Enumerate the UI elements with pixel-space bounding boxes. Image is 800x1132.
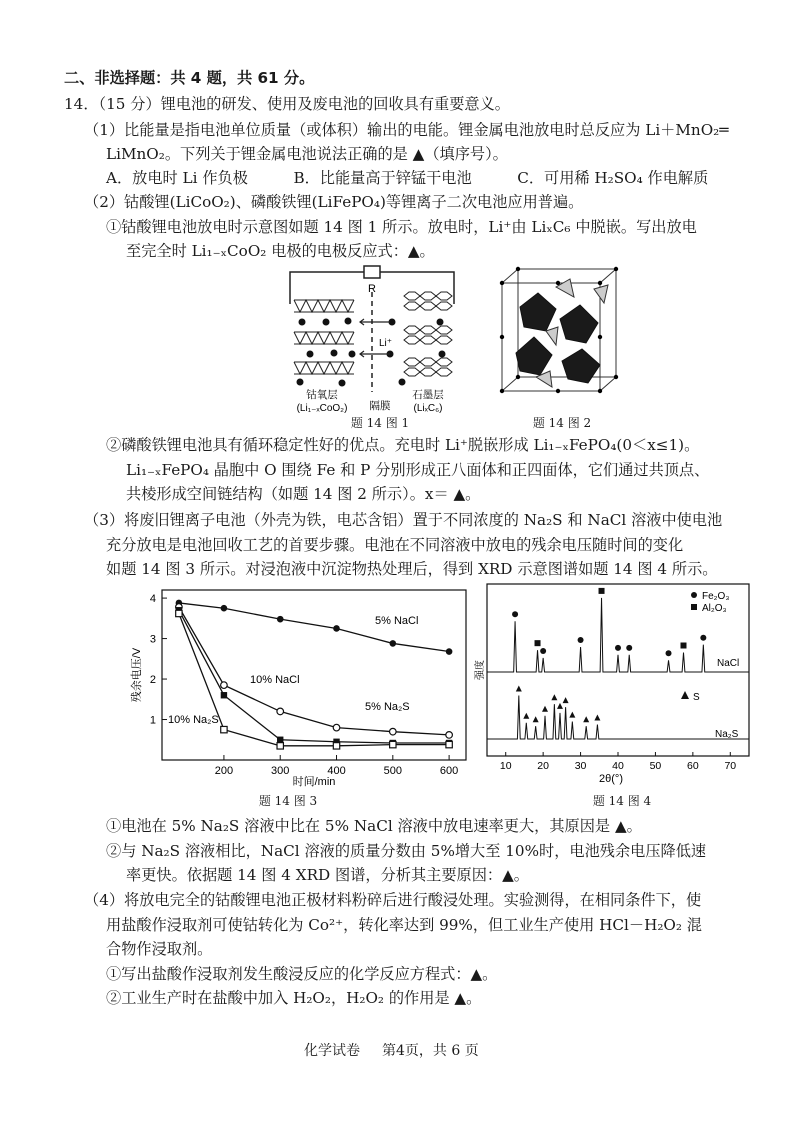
q4-line-2: 用盐酸作浸取剂可使钴转化为 Co²⁺，转化率达到 99%，但工业生产使用 HCl－H₂O₂ 混 [106, 916, 702, 934]
q4-2: ②工业生产时在盐酸中加入 H₂O₂，H₂O₂ 的作用是 ▲。 [106, 989, 482, 1007]
fig3-point [277, 616, 284, 623]
figure-1-caption: 题 14 图 1 [350, 416, 410, 430]
fig3-point [277, 743, 283, 749]
fig4-peak-marker-fe2o3 [666, 650, 672, 656]
q4-line-1: （4）将放电完全的钴酸锂电池正极材料粉碎后进行酸浸处理。实验测得，在相同条件下，使 [84, 891, 702, 909]
fig3-legend-5-na2s: 5% Na₂S [365, 701, 410, 713]
fig3-legend-5-nacl: 5% NaCl [375, 615, 419, 627]
fig4-peak-marker-s [533, 716, 539, 722]
li-ion-label: Li⁺ [379, 338, 393, 349]
q1-line-1: （1）比能量是指电池单位质量（或体积）输出的电能。锂金属电池放电时总反应为 Li＋MnO₂═ [84, 121, 729, 139]
figure-2-crystal-structure [500, 265, 620, 395]
fig3-point [333, 724, 340, 731]
fig4-peak-marker-s [551, 694, 557, 700]
fig4-peak-marker-s [516, 686, 522, 692]
fig3-point [333, 625, 340, 632]
fig4-x-tick-label: 20 [537, 760, 549, 772]
fig4-x-tick-label: 10 [499, 760, 512, 772]
fig3-point [221, 692, 227, 698]
fig4-peak-marker-al2o3 [599, 588, 605, 594]
fig3-point [221, 605, 228, 612]
fig3-x-tick-label: 600 [439, 765, 459, 777]
separator-label: 隔膜 [369, 400, 391, 412]
fig4-peak-marker-s [523, 713, 529, 719]
fig4-trace-label-nacl: NaCl [717, 658, 740, 669]
figure-4-xrd-chart [475, 582, 753, 787]
fig4-legend-fe2o3-marker [691, 592, 697, 598]
figure-4-caption: 题 14 图 4 [592, 794, 652, 808]
fig3-x-tick-label: 200 [214, 765, 234, 777]
anode-layer-name: 石墨层 [412, 389, 444, 401]
fig4-x-axis-label: 2θ(°) [599, 773, 623, 785]
fig4-legend-s-marker [681, 691, 689, 699]
fig4-legend-al2o3: Al₂O₃ [702, 603, 727, 614]
fig4-x-tick-label: 60 [687, 760, 699, 772]
figure-3-caption: 题 14 图 3 [258, 794, 318, 808]
fig3-point [390, 741, 396, 747]
fig3-series-line-3 [179, 613, 449, 745]
fig3-point [333, 743, 339, 749]
fig4-peak-marker-al2o3 [681, 643, 687, 649]
fig3-y-tick-label: 2 [149, 674, 156, 687]
resistor-label: R [368, 283, 376, 295]
fig3-point [221, 726, 227, 732]
q3-1: ①电池在 5% Na₂S 溶液中比在 5% NaCl 溶液中放电速率更大，其原因是 ▲。 [106, 817, 642, 835]
q2-2-line-1: ②磷酸铁锂电池具有循环稳定性好的优点。充电时 Li⁺脱嵌形成 Li₁₋ₓFePO₄(0＜x≤1)。 [106, 436, 700, 454]
fig3-point [176, 610, 182, 616]
q3-line-3: 如题 14 图 3 所示。对浸泡液中沉淀物热处理后，得到 XRD 示意图谱如题 14 图 4 所示。 [106, 560, 718, 578]
fig3-point [390, 728, 397, 735]
fig3-point [446, 732, 453, 739]
figure-2-caption: 题 14 图 2 [532, 416, 592, 430]
fig4-x-tick-label: 50 [649, 760, 662, 772]
fig4-y-axis-label: 强度 [475, 660, 486, 680]
q1-options: A．放电时 Li 作负极 B．比能量高于锌锰干电池 C．可用稀 H₂SO₄ 作电解质 [106, 169, 709, 187]
fig3-x-tick-label: 400 [327, 765, 346, 777]
fig4-peak-marker-s [563, 697, 569, 703]
fig3-legend-10-na2s: 10% Na₂S [168, 714, 219, 726]
fig4-peak-marker-al2o3 [535, 640, 541, 646]
fig4-peak-marker-fe2o3 [578, 637, 584, 643]
fig4-x-tick-label: 70 [724, 760, 737, 772]
fig4-peak-marker-fe2o3 [540, 648, 546, 654]
fig4-trace-label-na2s: Na₂S [715, 729, 739, 740]
fig3-x-tick-label: 300 [271, 765, 290, 777]
cathode-layer-formula: (Li₁₋ₓCoO₂) [296, 403, 348, 414]
fig4-peak-marker-s [583, 716, 589, 722]
q4-line-3: 合物作浸取剂。 [106, 940, 213, 958]
question-14-stem: 14．（15 分）锂电池的研发、使用及废电池的回收具有重要意义。 [64, 95, 510, 113]
fig3-point [390, 640, 397, 647]
fig3-x-tick-label: 500 [383, 765, 402, 777]
fig4-legend-s: S [693, 692, 700, 703]
fig4-peak-marker-fe2o3 [626, 645, 632, 651]
fig4-x-tick-label: 30 [574, 760, 587, 772]
fig4-peak-marker-s [557, 703, 563, 709]
fig3-y-tick-label: 1 [149, 714, 156, 727]
q1-line-2: LiMnO₂。下列关于锂金属电池说法正确的是 ▲（填序号）。 [106, 145, 508, 163]
fig4-peak-marker-s [594, 715, 600, 721]
fig4-peak-marker-fe2o3 [700, 635, 706, 641]
q4-1: ①写出盐酸作浸取剂发生酸浸反应的化学反应方程式：▲。 [106, 965, 498, 983]
fig4-legend-fe2o3: Fe₂O₃ [702, 591, 730, 602]
fig3-y-tick-label: 3 [149, 633, 156, 646]
footer-subject: 化学试卷 [304, 1043, 360, 1059]
fig4-x-tick-label: 40 [612, 760, 624, 772]
figure-1-battery-diagram [282, 262, 482, 414]
fig4-peak-marker-s [542, 706, 548, 712]
footer-page-number: 第4页，共 6 页 [382, 1043, 479, 1059]
fig3-legend-10-nacl: 10% NaCl [250, 674, 300, 686]
fig3-series-line-0 [179, 603, 449, 652]
q3-line-2: 充分放电是电池回收工艺的首要步骤。电池在不同溶液中放电的残余电压随时间的变化 [106, 536, 684, 554]
fig4-peak-marker-fe2o3 [512, 611, 518, 617]
q2-intro: （2）钴酸锂(LiCoO₂)、磷酸铁锂(LiFePO₄)等锂离子二次电池应用普遍。 [84, 193, 584, 211]
anode-layer-formula: (LiₓC₆) [413, 403, 443, 414]
fig3-point [446, 741, 452, 747]
section-title: 二、非选择题：共 4 题，共 61 分。 [64, 69, 315, 87]
fig3-y-tick-label: 4 [149, 593, 156, 606]
fig4-legend-al2o3-marker [691, 604, 697, 610]
q2-2-line-3: 共棱形成空间链结构（如题 14 图 2 所示）。x＝ ▲。 [126, 485, 481, 503]
fig3-point [446, 648, 453, 655]
fig4-peak-marker-s [569, 712, 575, 718]
fig3-y-axis-label: 残余电压/V [131, 647, 143, 703]
fig3-point [221, 682, 228, 689]
q3-2-line-2: 率更快。依据题 14 图 4 XRD 图谱，分析其主要原因：▲。 [126, 866, 529, 884]
q2-1-line-2: 至完全时 Li₁₋ₓCoO₂ 电极的电极反应式：▲。 [126, 242, 435, 260]
q2-2-line-2: Li₁₋ₓFePO₄ 晶胞中 O 围绕 Fe 和 P 分别形成正八面体和正四面体，它们通过共顶点、 [126, 461, 710, 479]
fig3-x-axis-label: 时间/min [292, 776, 336, 788]
q3-2-line-1: ②与 Na₂S 溶液相比，NaCl 溶液的质量分数由 5%增大至 10%时，电池残余电压降低速 [106, 842, 707, 860]
q3-line-1: （3）将废旧锂离子电池（外壳为铁，电芯含铝）置于不同浓度的 Na₂S 和 NaCl 溶液中使电池 [84, 511, 723, 529]
fig4-peak-marker-fe2o3 [615, 645, 621, 651]
cathode-layer-name: 钴氧层 [306, 389, 338, 401]
fig3-point [277, 708, 284, 715]
figure-3-voltage-chart [120, 582, 480, 790]
fig3-point [277, 737, 283, 743]
q2-1-line-1: ①钴酸锂电池放电时示意图如题 14 图 1 所示。放电时，Li⁺由 LiₓC₆ 中脱嵌。写出放电 [106, 218, 697, 236]
